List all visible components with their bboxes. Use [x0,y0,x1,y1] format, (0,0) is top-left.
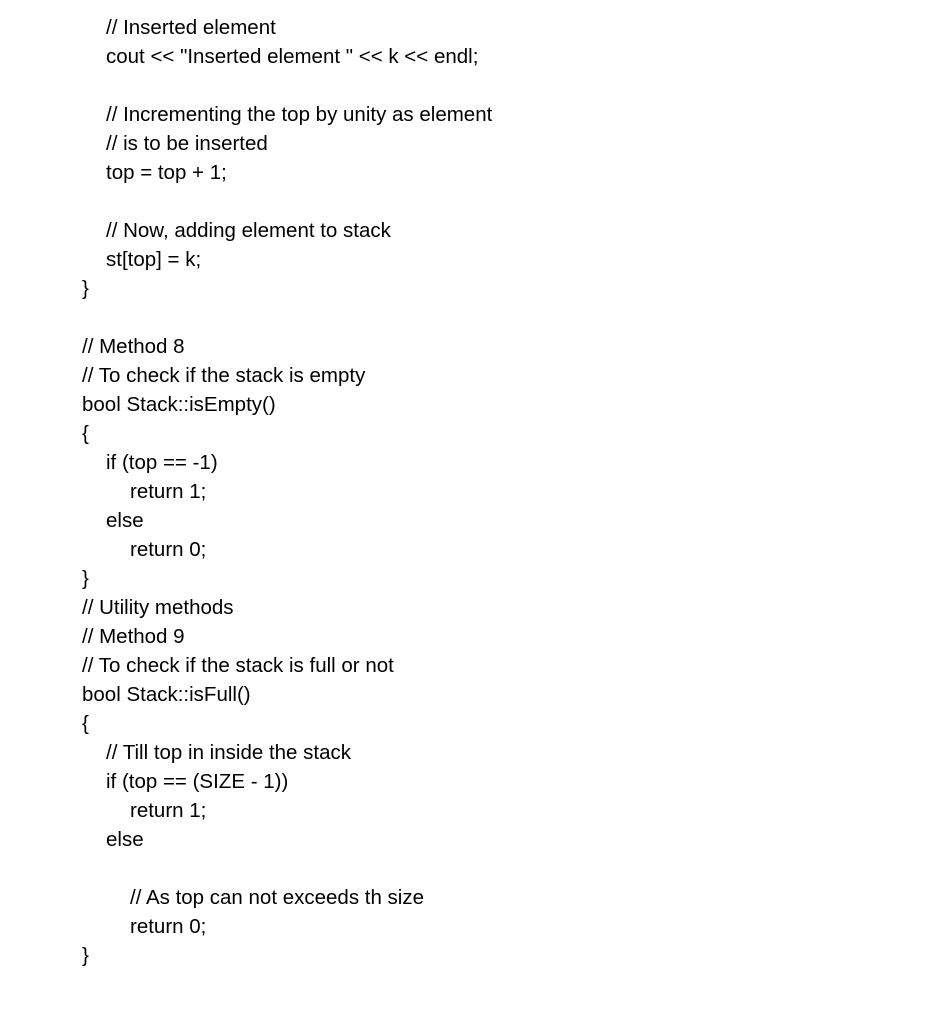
code-line: // Incrementing the top by unity as element [106,103,493,126]
code-line: return 0; [130,538,207,561]
code-line: else [106,828,144,851]
blank-line [0,71,948,100]
code-line: // To check if the stack is empty [82,364,366,387]
code-line: // Inserted element [106,16,276,39]
code-line: top = top + 1; [106,161,227,184]
blank-line [0,854,948,883]
blank-line [0,187,948,216]
code-line: bool Stack::isFull() [82,683,251,706]
code-line: cout << "Inserted element " << k << endl; [106,45,479,68]
code-line: // To check if the stack is full or not [82,654,394,677]
code-line: { [82,712,89,735]
code-line: } [82,277,89,300]
code-line: return 1; [130,480,207,503]
code-line: // Method 8 [82,335,185,358]
code-line: bool Stack::isEmpty() [82,393,276,416]
code-line: // Till top in inside the stack [106,741,351,764]
code-line: { [82,422,89,445]
code-line: // Now, adding element to stack [106,219,391,242]
code-line: if (top == (SIZE - 1)) [106,770,289,793]
code-line: // Method 9 [82,625,185,648]
code-listing [0,13,948,970]
code-line: return 1; [130,799,207,822]
code-line: return 0; [130,915,207,938]
code-line: else [106,509,144,532]
blank-line [0,303,948,332]
code-line: } [82,567,89,590]
code-line: st[top] = k; [106,248,202,271]
code-line: } [82,944,89,967]
code-line: if (top == -1) [106,451,218,474]
code-line: // As top can not exceeds th size [130,886,425,909]
code-line: // is to be inserted [106,132,268,155]
code-line: // Utility methods [82,596,234,619]
